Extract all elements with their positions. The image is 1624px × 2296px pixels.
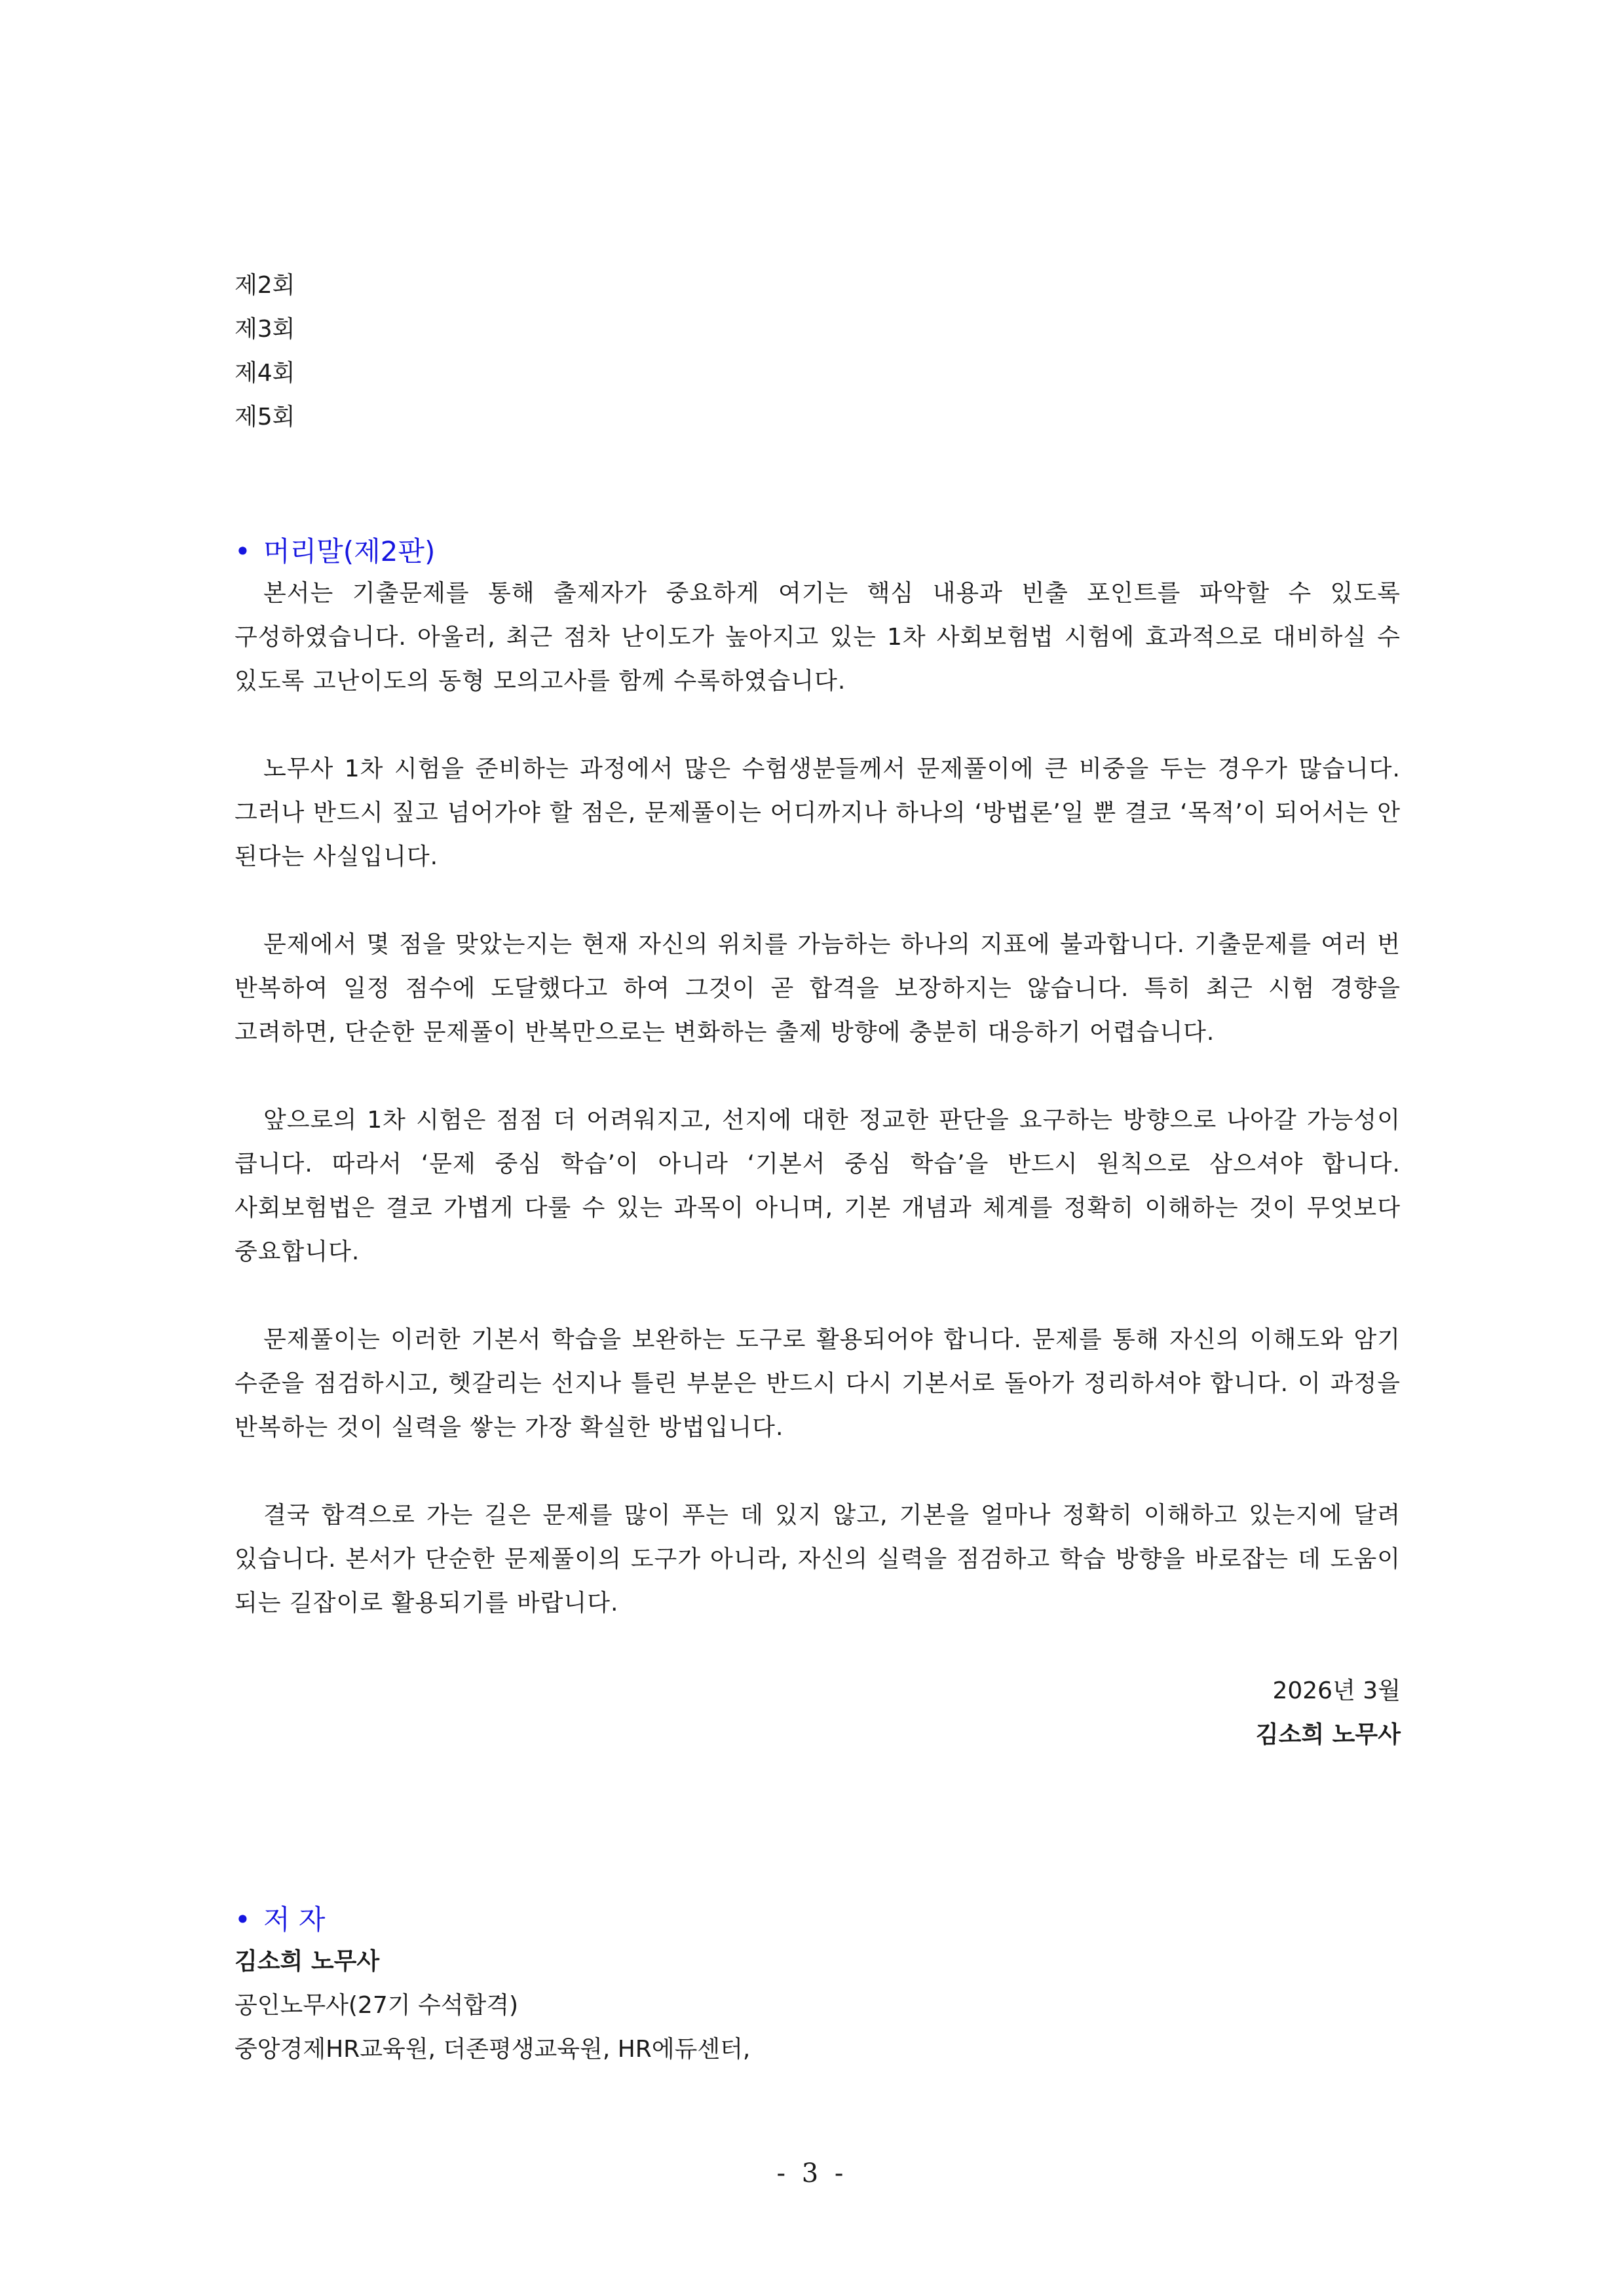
preface-signature: 김소희 노무사 — [1255, 1721, 1401, 1748]
round-list-item: 제3회 — [235, 316, 295, 343]
round-list-item: 제4회 — [235, 360, 295, 387]
preface-date: 2026년 3월 — [1272, 1677, 1401, 1704]
bullet-icon: • — [235, 535, 251, 567]
page-number: - 3 - — [776, 2158, 848, 2189]
author-name: 김소희 노무사 — [235, 1948, 380, 1975]
preface-heading-text: 머리말(제2판) — [263, 535, 436, 567]
preface-paragraph: 문제에서 몇 점을 맞았는지는 현재 자신의 위치를 가늠하는 하나의 지표에 불과합니다. 기출문제를 여러 번 반복하여 일정 점수에 도달했다고 하여 그것이 곧 합격을 보장하지는 않습니다. 특히 최근 시험 경향을 고려하면, 단순한 문제풀이 반복만으로는 변화하는 출제 방향에 충분히 대응하기 어렵습니다. — [235, 931, 1401, 1046]
author-section — [235, 1900, 1401, 2071]
round-list — [235, 263, 1401, 439]
preface-section — [235, 532, 1401, 1757]
author-heading-text: 저 자 — [263, 1904, 326, 1936]
round-list-item: 제2회 — [235, 272, 295, 299]
bullet-icon: • — [235, 1904, 251, 1936]
preface-paragraph: 본서는 기출문제를 통해 출제자가 중요하게 여기는 핵심 내용과 빈출 포인트를 파악할 수 있도록 구성하였습니다. 아울러, 최근 점차 난이도가 높아지고 있는 1차 사회보험법 시험에 효과적으로 대비하실 수 있도록 고난이도의 동형 모의고사를 함께 수록하였습니다. — [235, 580, 1401, 695]
author-heading — [235, 1900, 1401, 1940]
preface-paragraph: 앞으로의 1차 시험은 점점 더 어려워지고, 선지에 대한 정교한 판단을 요구하는 방향으로 나아갈 가능성이 큽니다. 따라서 ‘문제 중심 학습’이 아니라 ‘기본서 중심 학습’을 반드시 원칙으로 삼으셔야 합니다. 사회보험법은 결코 가볍게 다룰 수 있는 과목이 아니며, 기본 개념과 체계를 정확히 이해하는 것이 무엇보다 중요합니다. — [235, 1107, 1401, 1265]
author-credential: 중앙경제HR교육원, 더존평생교육원, HR에듀센터, — [235, 2036, 751, 2063]
preface-paragraph: 결국 합격으로 가는 길은 문제를 많이 푸는 데 있지 않고, 기본을 얼마나 정확히 이해하고 있는지에 달려 있습니다. 본서가 단순한 문제풀이의 도구가 아니라, 자신의 실력을 점검하고 학습 방향을 바로잡는 데 도움이 되는 길잡이로 활용되기를 바랍니다. — [235, 1502, 1401, 1617]
round-list-item: 제5회 — [235, 404, 295, 430]
preface-heading — [235, 532, 1401, 571]
preface-paragraph: 노무사 1차 시험을 준비하는 과정에서 많은 수험생분들께서 문제풀이에 큰 비중을 두는 경우가 많습니다. 그러나 반드시 짚고 넘어가야 할 점은, 문제풀이는 어디까지나 하나의 ‘방법론’일 뿐 결코 ‘목적’이 되어서는 안 된다는 사실입니다. — [235, 756, 1401, 870]
preface-paragraph: 문제풀이는 이러한 기본서 학습을 보완하는 도구로 활용되어야 합니다. 문제를 통해 자신의 이해도와 암기 수준을 점검하시고, 헷갈리는 선지나 틀린 부분은 반드시 다시 기본서로 돌아가 정리하셔야 합니다. 이 과정을 반복하는 것이 실력을 쌓는 가장 확실한 방법입니다. — [235, 1326, 1401, 1441]
author-credential: 공인노무사(27기 수석합격) — [235, 1992, 519, 2019]
